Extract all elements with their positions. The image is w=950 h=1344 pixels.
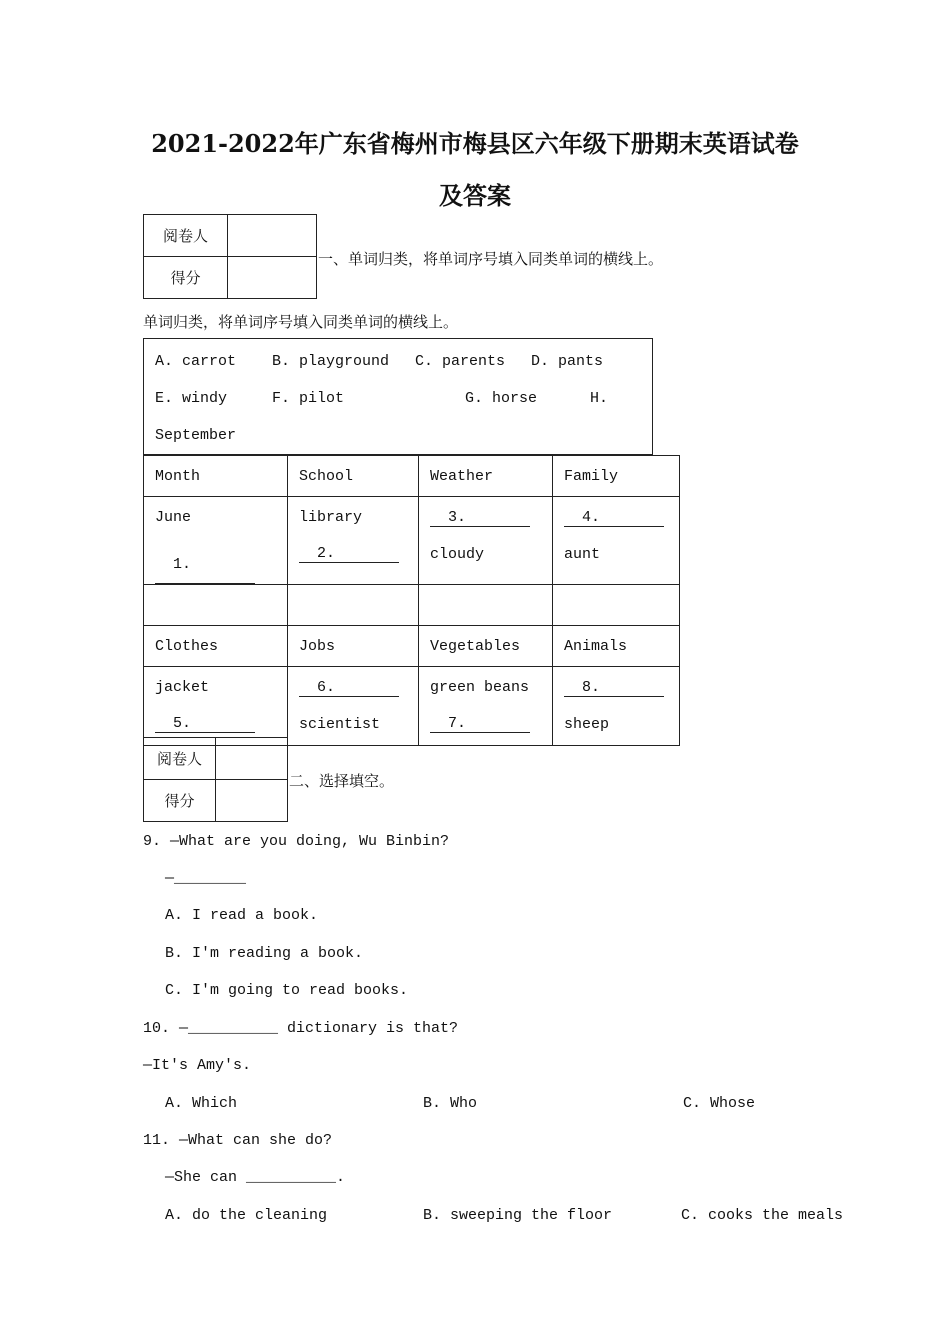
q9-text: 9. —What are you doing, Wu Binbin?	[143, 833, 450, 850]
header-month: Month	[144, 456, 288, 497]
word-d: D. pants	[531, 353, 604, 370]
word-g: G. horse	[465, 390, 538, 407]
header-animals: Animals	[553, 626, 680, 667]
header-clothes: Clothes	[144, 626, 288, 667]
header-jobs: Jobs	[288, 626, 419, 667]
cell-jobs	[288, 667, 419, 746]
score-label: 得分	[144, 257, 228, 299]
reviewer-label: 阅卷人	[144, 215, 228, 257]
header-vegetables: Vegetables	[419, 626, 553, 667]
page-title: 2021-2022年广东省梅州市梅县区六年级下册期末英语试卷	[151, 129, 799, 158]
q11-option-a[interactable]: A. do the cleaning	[165, 1207, 328, 1224]
section2-heading: 二、选择填空。	[289, 772, 395, 790]
word-c: C. parents	[415, 353, 506, 370]
word-green-beans: green beans	[430, 679, 530, 696]
header-family: Family	[553, 456, 680, 497]
q11-answer: —She can __________.	[165, 1169, 346, 1186]
blank-4[interactable]: 4.	[564, 509, 664, 527]
word-june: June	[155, 509, 192, 526]
blank-7[interactable]: 7.	[430, 715, 530, 733]
word-bank	[143, 338, 653, 455]
reviewer-label: 阅卷人	[144, 738, 216, 780]
cell-clothes	[144, 667, 288, 746]
score-label: 得分	[144, 780, 216, 822]
category-table	[143, 455, 680, 746]
empty-cell	[288, 585, 419, 626]
section1-heading: 一、单词归类，将单词序号填入同类单词的横线上。	[318, 250, 664, 268]
empty-cell	[419, 585, 553, 626]
q11-text: 11. —What can she do?	[143, 1132, 333, 1149]
q10-text: 10. —__________ dictionary is that?	[143, 1020, 459, 1037]
q10-option-b[interactable]: B. Who	[423, 1095, 478, 1112]
q11-option-c[interactable]: C. cooks the meals	[681, 1207, 844, 1224]
cell-animals	[553, 667, 680, 746]
word-b: B. playground	[272, 353, 390, 370]
word-h: H.	[590, 390, 609, 407]
section1-instruction: 单词归类，将单词序号填入同类单词的横线上。	[143, 313, 459, 331]
blank-2[interactable]: 2.	[299, 545, 399, 563]
word-h-cont: September	[155, 427, 237, 444]
reviewer-cell[interactable]	[216, 738, 288, 780]
q9-blank[interactable]: —________	[165, 870, 247, 887]
blank-1[interactable]: 1.	[155, 546, 255, 584]
header-weather: Weather	[419, 456, 553, 497]
cell-school	[288, 497, 419, 585]
score-cell[interactable]	[216, 780, 288, 822]
q9-option-c[interactable]: C. I'm going to read books.	[165, 982, 409, 999]
q9-option-a[interactable]: A. I read a book.	[165, 907, 319, 924]
cell-month	[144, 497, 288, 585]
q11-option-b[interactable]: B. sweeping the floor	[423, 1207, 613, 1224]
blank-8[interactable]: 8.	[564, 679, 664, 697]
word-cloudy: cloudy	[430, 546, 485, 563]
q9-option-b[interactable]: B. I'm reading a book.	[165, 945, 364, 962]
blank-6[interactable]: 6.	[299, 679, 399, 697]
page-subtitle: 及答案	[439, 181, 511, 210]
cell-weather	[419, 497, 553, 585]
word-scientist: scientist	[299, 716, 381, 733]
q10-option-c[interactable]: C. Whose	[683, 1095, 756, 1112]
word-f: F. pilot	[272, 390, 345, 407]
word-aunt: aunt	[564, 546, 601, 563]
word-sheep: sheep	[564, 716, 610, 733]
reviewer-cell[interactable]	[228, 215, 317, 257]
empty-cell	[553, 585, 680, 626]
blank-3[interactable]: 3.	[430, 509, 530, 527]
word-e: E. windy	[155, 390, 228, 407]
blank-5[interactable]: 5.	[155, 715, 255, 733]
q10-answer: —It's Amy's.	[143, 1057, 252, 1074]
q10-option-a[interactable]: A. Which	[165, 1095, 238, 1112]
word-a: A. carrot	[155, 353, 237, 370]
grader-box-2	[143, 737, 288, 822]
grader-box-1	[143, 214, 317, 299]
cell-vegetables	[419, 667, 553, 746]
empty-cell	[144, 585, 288, 626]
word-jacket: jacket	[155, 679, 210, 696]
header-school: School	[288, 456, 419, 497]
score-cell[interactable]	[228, 257, 317, 299]
cell-family	[553, 497, 680, 585]
word-library: library	[299, 509, 363, 526]
